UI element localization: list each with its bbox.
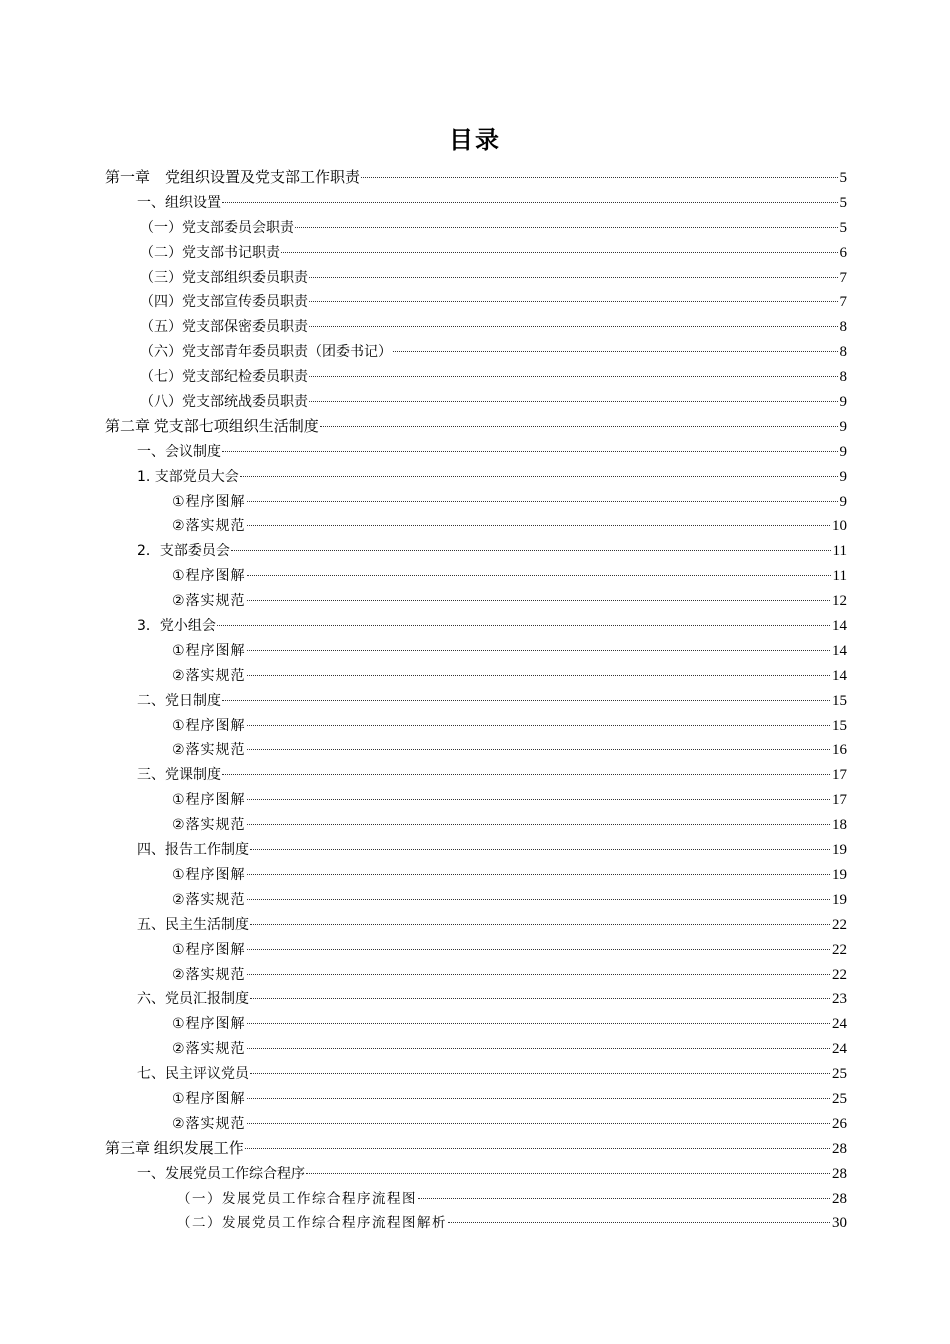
toc-entry-page-number: 19: [832, 866, 847, 883]
toc-entry-page-number: 5: [839, 219, 847, 236]
toc-entry-page-number: 30: [832, 1215, 847, 1232]
toc-entry[interactable]: [105, 465, 847, 490]
toc-entry-title: 七、民主评议党员: [137, 1066, 249, 1083]
toc-entry-title: （四）党支部宣传委员职责: [140, 294, 308, 311]
dot-leader: [247, 525, 830, 526]
toc-entry-page-number: 5: [839, 170, 847, 186]
dot-leader: [217, 625, 830, 626]
dot-leader: [245, 1148, 830, 1149]
dot-leader: [247, 600, 830, 601]
toc-entry-page-number: 19: [832, 842, 847, 859]
dot-leader: [320, 426, 838, 427]
toc-entry[interactable]: [105, 1211, 847, 1236]
dot-leader: [250, 849, 830, 850]
toc-entry[interactable]: [105, 913, 847, 938]
dot-leader: [418, 1198, 830, 1199]
toc-entry[interactable]: [105, 639, 847, 664]
toc-entry[interactable]: [105, 1162, 847, 1187]
toc-entry-page-number: 17: [832, 767, 847, 784]
dot-leader: [247, 799, 830, 800]
toc-entry-title: ②落实规范: [172, 593, 246, 610]
toc-entry-title: （八）党支部统战委员职责: [140, 394, 308, 411]
toc-entry[interactable]: [105, 490, 847, 515]
toc-title: 目录: [449, 126, 501, 154]
toc-entry-title: 二、党日制度: [137, 692, 221, 709]
dot-leader: [247, 675, 830, 676]
toc-entry-page-number: 14: [832, 667, 847, 684]
toc-entry-title: （五）党支部保密委员职责: [140, 319, 308, 336]
toc-entry-title: ①程序图解: [172, 1090, 246, 1107]
dot-leader: [222, 700, 830, 701]
toc-entry-page-number: 8: [839, 319, 847, 336]
toc-entry-title: 五、民主生活制度: [137, 916, 249, 933]
table-of-contents: [105, 166, 847, 1236]
dot-leader: [295, 227, 838, 228]
dot-leader: [309, 277, 838, 278]
toc-entry[interactable]: [105, 1112, 847, 1137]
dot-leader: [247, 1048, 830, 1049]
dot-leader: [222, 202, 838, 203]
dot-leader: [231, 550, 831, 551]
dot-leader: [247, 874, 830, 875]
dot-leader: [250, 998, 830, 999]
toc-entry-page-number: 10: [832, 518, 847, 535]
dot-leader: [448, 1222, 830, 1223]
dot-leader: [247, 749, 830, 750]
toc-entry[interactable]: [105, 664, 847, 689]
toc-entry-page-number: 8: [839, 344, 847, 361]
toc-entry-page-number: 11: [832, 568, 847, 585]
toc-entry[interactable]: [105, 963, 847, 988]
toc-entry-title: 1. 支部党员大会: [137, 468, 239, 485]
toc-entry-page-number: 15: [832, 717, 847, 734]
toc-entry-page-number: 7: [839, 269, 847, 286]
dot-leader: [393, 351, 838, 352]
toc-entry-title: 第三章 组织发展工作: [105, 1140, 244, 1157]
toc-entry[interactable]: [105, 514, 847, 539]
toc-entry[interactable]: [105, 340, 847, 365]
toc-entry-page-number: 22: [832, 966, 847, 983]
toc-entry-page-number: 28: [832, 1140, 847, 1157]
toc-entry-title: （三）党支部组织委员职责: [140, 269, 308, 286]
toc-entry-title: 六、党员汇报制度: [137, 991, 249, 1008]
toc-entry-title: ①程序图解: [172, 493, 246, 510]
toc-entry-page-number: 18: [832, 817, 847, 834]
toc-entry[interactable]: [105, 738, 847, 763]
toc-entry[interactable]: [105, 614, 847, 639]
dot-leader: [247, 575, 831, 576]
dot-leader: [247, 725, 830, 726]
toc-entry-title: 3．党小组会: [137, 618, 216, 635]
toc-entry-page-number: 5: [839, 194, 847, 211]
toc-entry-title: （二）发展党员工作综合程序流程图解析: [177, 1215, 447, 1232]
toc-entry-page-number: 24: [832, 1041, 847, 1058]
toc-entry[interactable]: [105, 1062, 847, 1087]
toc-entry-page-number: 9: [839, 394, 847, 411]
toc-entry-title: 一、发展党员工作综合程序: [137, 1165, 305, 1182]
dot-leader: [247, 824, 830, 825]
dot-leader: [247, 501, 838, 502]
toc-entry-page-number: 25: [832, 1090, 847, 1107]
toc-entry-title: ②落实规范: [172, 817, 246, 834]
toc-entry[interactable]: [105, 938, 847, 963]
toc-entry[interactable]: [105, 987, 847, 1012]
toc-entry[interactable]: [105, 714, 847, 739]
toc-entry-title: ①程序图解: [172, 866, 246, 883]
toc-entry-title: （七）党支部纪检委员职责: [140, 369, 308, 386]
toc-entry-page-number: 9: [839, 443, 847, 460]
toc-entry-title: ①程序图解: [172, 1016, 246, 1033]
toc-entry-page-number: 16: [832, 742, 847, 759]
dot-leader: [247, 899, 830, 900]
dot-leader: [306, 1173, 830, 1174]
toc-entry-title: ②落实规范: [172, 1115, 246, 1132]
toc-entry-page-number: 22: [832, 916, 847, 933]
toc-entry-title: ①程序图解: [172, 642, 246, 659]
toc-entry-title: （二）党支部书记职责: [140, 244, 280, 261]
toc-entry-page-number: 8: [839, 369, 847, 386]
toc-entry-title: 一、组织设置: [137, 194, 221, 211]
dot-leader: [247, 974, 830, 975]
toc-entry[interactable]: [105, 763, 847, 788]
toc-entry-page-number: 12: [832, 593, 847, 610]
toc-entry-title: ②落实规范: [172, 742, 246, 759]
dot-leader: [247, 1023, 830, 1024]
toc-entry[interactable]: [105, 415, 847, 440]
dot-leader: [250, 1073, 830, 1074]
toc-entry[interactable]: [105, 1187, 847, 1212]
dot-leader: [247, 1098, 830, 1099]
toc-entry[interactable]: [105, 788, 847, 813]
dot-leader: [222, 774, 830, 775]
toc-entry[interactable]: [105, 564, 847, 589]
toc-entry[interactable]: [105, 1087, 847, 1112]
toc-entry-page-number: 22: [832, 941, 847, 958]
toc-entry[interactable]: [105, 266, 847, 291]
toc-entry-title: ①程序图解: [172, 792, 246, 809]
toc-entry-title: ②落实规范: [172, 667, 246, 684]
toc-entry-title: 2．支部委员会: [137, 543, 230, 560]
toc-entry[interactable]: [105, 241, 847, 266]
toc-entry[interactable]: [105, 1012, 847, 1037]
toc-entry-title: ①程序图解: [172, 568, 246, 585]
toc-entry[interactable]: [105, 863, 847, 888]
toc-entry[interactable]: [105, 365, 847, 390]
toc-entry-title: 一、会议制度: [137, 443, 221, 460]
toc-entry-title: 第一章 党组织设置及党支部工作职责: [105, 170, 361, 186]
toc-entry-page-number: 28: [832, 1190, 847, 1207]
toc-entry-page-number: 14: [832, 618, 847, 635]
toc-entry-page-number: 25: [832, 1066, 847, 1083]
dot-leader: [247, 650, 830, 651]
toc-entry[interactable]: [105, 689, 847, 714]
dot-leader: [247, 1123, 830, 1124]
dot-leader: [309, 376, 838, 377]
toc-entry[interactable]: [105, 1137, 847, 1162]
toc-entry-page-number: 15: [832, 692, 847, 709]
toc-entry[interactable]: [105, 589, 847, 614]
toc-entry-page-number: 17: [832, 792, 847, 809]
dot-leader: [309, 301, 838, 302]
dot-leader: [247, 949, 830, 950]
toc-entry-title: 第二章 党支部七项组织生活制度: [105, 418, 319, 435]
toc-entry[interactable]: [105, 1037, 847, 1062]
dot-leader: [309, 326, 838, 327]
toc-entry-title: ②落实规范: [172, 518, 246, 535]
toc-entry-title: （一）发展党员工作综合程序流程图: [177, 1190, 417, 1207]
toc-entry-page-number: 6: [839, 244, 847, 261]
toc-entry[interactable]: [105, 838, 847, 863]
toc-entry[interactable]: [105, 315, 847, 340]
dot-leader: [281, 252, 838, 253]
dot-leader: [309, 401, 838, 402]
toc-entry[interactable]: [105, 390, 847, 415]
toc-entry-page-number: 26: [832, 1115, 847, 1132]
toc-entry-page-number: 9: [839, 418, 847, 435]
dot-leader: [361, 177, 837, 178]
dot-leader: [240, 476, 838, 477]
toc-entry-page-number: 24: [832, 1016, 847, 1033]
toc-entry-title: （一）党支部委员会职责: [140, 219, 294, 236]
toc-entry-page-number: 7: [839, 294, 847, 311]
toc-entry[interactable]: [105, 440, 847, 465]
toc-entry-page-number: 9: [839, 493, 847, 510]
toc-entry[interactable]: [105, 166, 847, 191]
toc-entry-title: ②落实规范: [172, 1041, 246, 1058]
dot-leader: [222, 451, 838, 452]
toc-entry-title: ①程序图解: [172, 941, 246, 958]
toc-entry-page-number: 23: [832, 991, 847, 1008]
toc-entry-page-number: 9: [839, 468, 847, 485]
toc-entry-page-number: 11: [832, 543, 847, 560]
toc-entry-title: 三、党课制度: [137, 767, 221, 784]
dot-leader: [250, 924, 830, 925]
toc-entry-title: 四、报告工作制度: [137, 842, 249, 859]
toc-entry-title: ②落实规范: [172, 891, 246, 908]
toc-entry[interactable]: [105, 888, 847, 913]
toc-entry[interactable]: [105, 191, 847, 216]
toc-entry[interactable]: [105, 539, 847, 564]
toc-entry-title: ①程序图解: [172, 717, 246, 734]
toc-entry-page-number: 19: [832, 891, 847, 908]
toc-entry-title: ②落实规范: [172, 966, 246, 983]
toc-entry[interactable]: [105, 290, 847, 315]
toc-entry[interactable]: [105, 813, 847, 838]
toc-entry[interactable]: [105, 216, 847, 241]
toc-entry-page-number: 28: [832, 1165, 847, 1182]
toc-entry-title: （六）党支部青年委员职责（团委书记）: [140, 344, 392, 361]
toc-entry-page-number: 14: [832, 642, 847, 659]
